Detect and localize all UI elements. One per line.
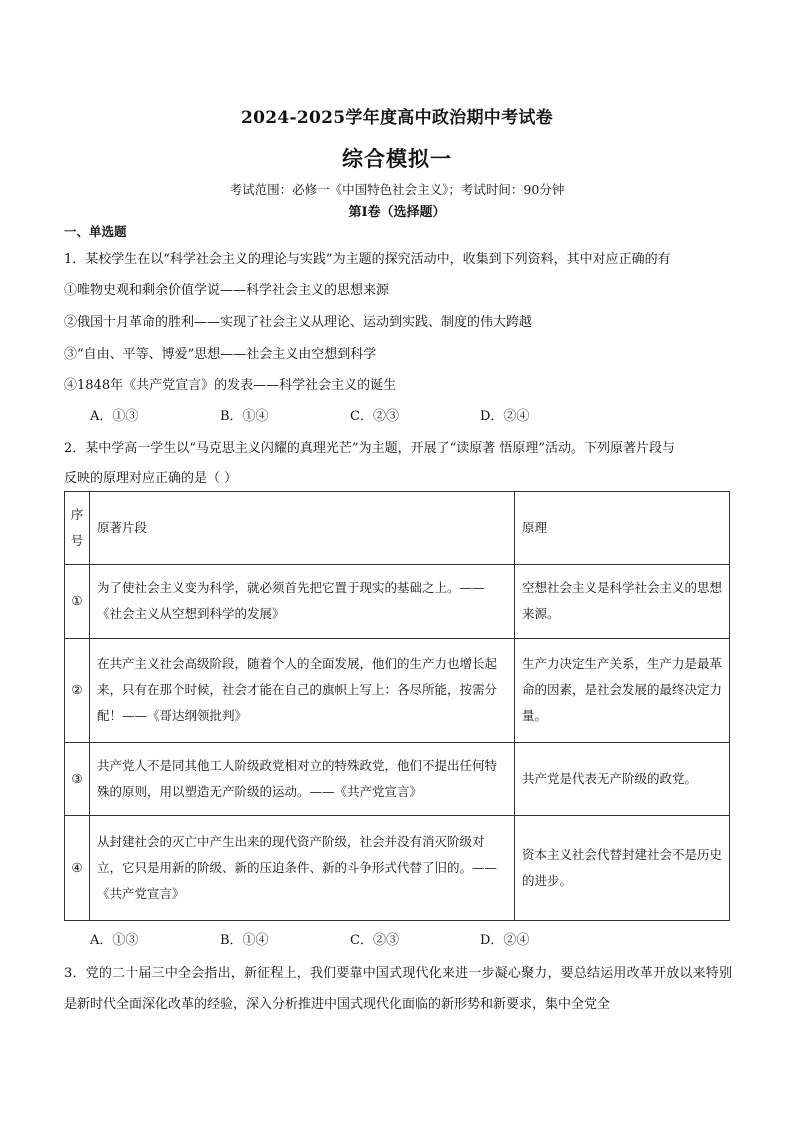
q1-item-4: ④1848年《共产党宣言》的发表——科学社会主义的诞生 — [64, 378, 397, 393]
row-principle: 空想社会主义是科学社会主义的思想来源。 — [515, 565, 730, 638]
q2-stem-line2: 反映的原理对应正确的是（ ） — [64, 471, 238, 486]
q2-option-b[interactable]: B．①④ — [220, 933, 269, 948]
q1-option-b[interactable]: B．①④ — [220, 409, 269, 424]
exam-title: 2024-2025学年度高中政治期中考试卷 — [241, 108, 553, 128]
volume-heading: 第I卷（选择题） — [348, 205, 446, 220]
q1-options — [90, 405, 610, 424]
row-principle: 共产党是代表无产阶级的政党。 — [515, 743, 730, 816]
exam-info: 考试范围：必修一《中国特色社会主义》；考试时间：90分钟 — [229, 182, 565, 197]
q1-item-3: ③“自由、平等、博爱”思想——社会主义由空想到科学 — [64, 347, 377, 362]
exam-subtitle: 综合模拟一 — [342, 146, 452, 171]
q1-stem: 1．某校学生在以“科学社会主义的理论与实践”为主题的探究活动中，收集到下列资料，其中对应正确的有 — [64, 252, 671, 267]
q1-option-a[interactable]: A．①③ — [90, 409, 139, 424]
q1-option-d[interactable]: D．②④ — [480, 409, 530, 424]
row-num: ④ — [65, 816, 90, 921]
q2-stem-line1: 2．某中学高一学生以“马克思主义闪耀的真理光芒”为主题，开展了“读原著 悟原理”活动。下列原著片段与 — [64, 441, 675, 456]
row-num: ③ — [65, 743, 90, 816]
q2-option-a[interactable]: A．①③ — [90, 933, 139, 948]
row-excerpt: 在共产主义社会高级阶段，随着个人的全面发展，他们的生产力也增长起来，只有在那个时候，社会才能在自己的旗帜上写上：各尽所能，按需分配！——《哥达纲领批判》 — [90, 638, 515, 743]
q2-option-c[interactable]: C．②③ — [350, 933, 399, 948]
q2-table — [64, 491, 730, 921]
table-row — [65, 565, 730, 638]
header-excerpt: 原著片段 — [90, 492, 515, 565]
q2-option-d[interactable]: D．②④ — [480, 933, 530, 948]
table-row — [65, 743, 730, 816]
q2-options — [90, 929, 610, 948]
row-excerpt: 从封建社会的灭亡中产生出来的现代资产阶级，社会并没有消灭阶级对立，它只是用新的阶级、新的压迫条件、新的斗争形式代替了旧的。——《共产党宣言》 — [90, 816, 515, 921]
q1-option-c[interactable]: C．②③ — [350, 409, 399, 424]
table-header-row — [65, 492, 730, 565]
row-principle: 资本主义社会代替封建社会不是历史的进步。 — [515, 816, 730, 921]
row-num: ① — [65, 565, 90, 638]
section-heading: 一、单选题 — [64, 224, 127, 239]
q3-stem: 3．党的二十届三中全会指出，新征程上，我们要靠中国式现代化来进一步凝心聚力，要总结运用改革开放以来特别是新时代全面深化改革的经验，深入分析推进中国式现代化面临的新形势和新要求，集中全党全 — [64, 966, 732, 1012]
table-row — [65, 816, 730, 921]
table-row — [65, 638, 730, 743]
row-num: ② — [65, 638, 90, 743]
row-excerpt: 共产党人不是同其他工人阶级政党相对立的特殊政党，他们不提出任何特殊的原则，用以塑造无产阶级的运动。——《共产党宣言》 — [90, 743, 515, 816]
header-num: 序号 — [65, 492, 90, 565]
q1-item-1: ①唯物史观和剩余价值学说——科学社会主义的思想来源 — [64, 283, 390, 298]
header-principle: 原理 — [515, 492, 730, 565]
row-principle: 生产力决定生产关系，生产力是最革命的因素，是社会发展的最终决定力量。 — [515, 638, 730, 743]
q1-item-2: ②俄国十月革命的胜利——实现了社会主义从理论、运动到实践、制度的伟大跨越 — [64, 315, 533, 330]
row-excerpt: 为了使社会主义变为科学，就必须首先把它置于现实的基础之上。——《社会主义从空想到科学的发展》 — [90, 565, 515, 638]
